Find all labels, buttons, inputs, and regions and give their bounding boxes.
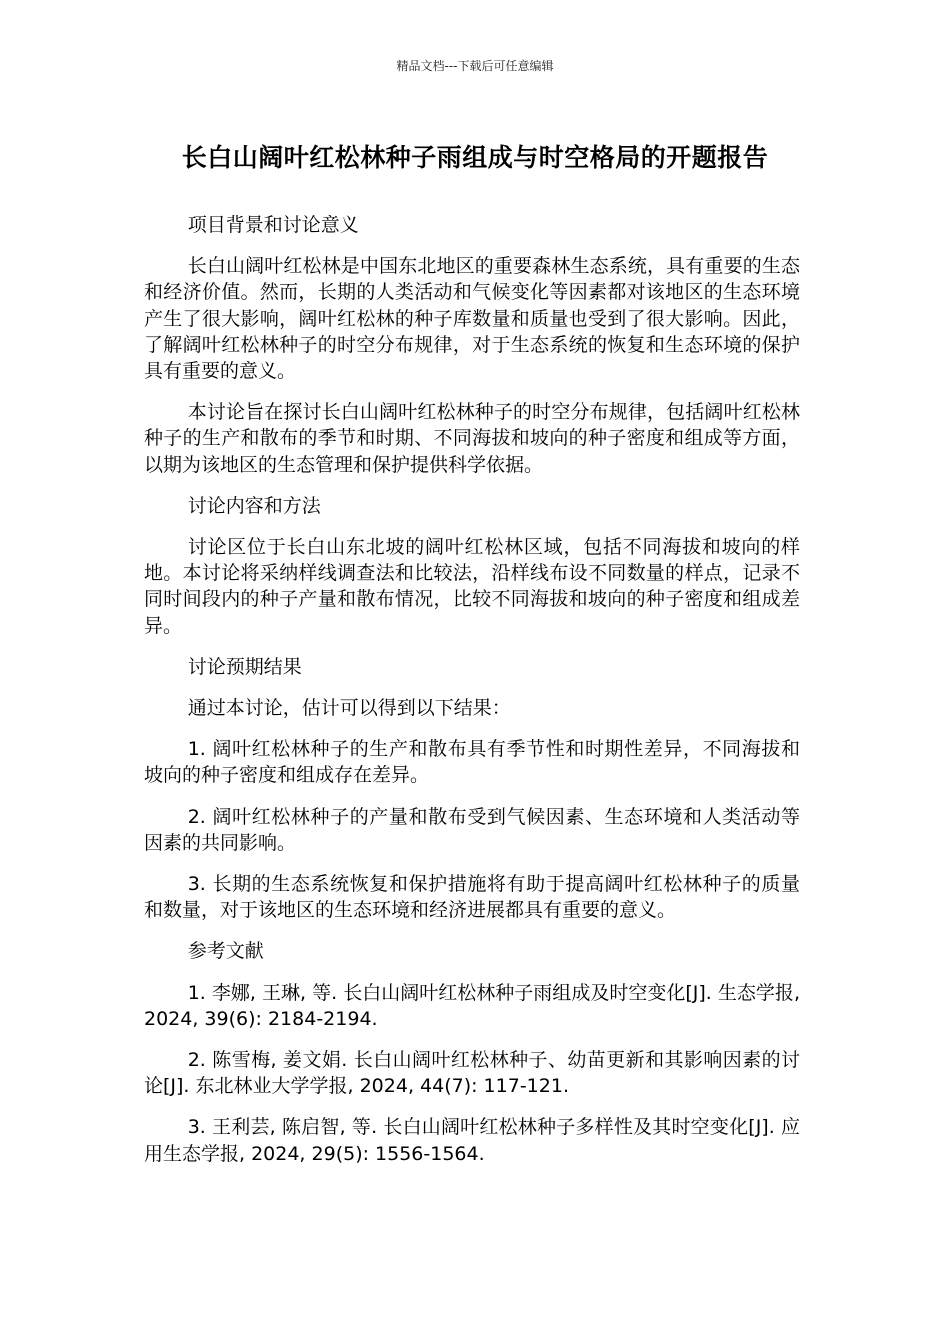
results-item-1: 1. 阔叶红松林种子的生产和散布具有季节性和时期性差异，不同海拔和坡向的种子密度和组成存在差异。	[144, 738, 800, 787]
reference-item-2: 2. 陈雪梅, 姜文娟. 长白山阔叶红松林种子、幼苗更新和其影响因素的讨论[J]. 东北林业大学学报, 2024, 44(7): 117-121.	[144, 1049, 800, 1098]
section-heading-results: 讨论预期结果	[187, 655, 302, 678]
document-body	[144, 212, 800, 1182]
results-item-3: 3. 长期的生态系统恢复和保护措施将有助于提高阔叶红松林种子的质量和数量，对于该地区的生态环境和经济进展都具有重要的意义。	[144, 873, 800, 922]
section-heading-methods: 讨论内容和方法	[187, 494, 321, 517]
section-heading-background: 项目背景和讨论意义	[187, 214, 359, 236]
document-title: 长白山阔叶红松林种子雨组成与时空格局的开题报告	[181, 143, 769, 172]
background-paragraph-1: 长白山阔叶红松林是中国东北地区的重要森林生态系统，具有重要的生态和经济价值。然而，长期的人类活动和气候变化等因素都对该地区的生态环境产生了很大影响，阔叶红松林的种子库数量和质量也受到了很大影响。因此，了解阔叶红松林种子的时空分布规律，对于生态系统的恢复和生态环境的保护具有重要的意义。	[144, 255, 800, 383]
reference-item-1: 1. 李娜, 王琳, 等. 长白山阔叶红松林种子雨组成及时空变化[J]. 生态学报, 2024, 39(6): 2184-2194.	[144, 981, 800, 1030]
results-intro: 通过本讨论，估计可以得到以下结果：	[187, 697, 511, 720]
results-item-2: 2. 阔叶红松林种子的产量和散布受到气候因素、生态环境和人类活动等因素的共同影响。	[144, 805, 800, 854]
methods-paragraph: 讨论区位于长白山东北坡的阔叶红松林区域，包括不同海拔和坡向的样地。本讨论将采纳样线调查法和比较法，沿样线布设不同数量的样点，记录不同时间段内的种子产量和散布情况，比较不同海拔和坡向的种子密度和组成差异。	[144, 536, 800, 637]
reference-item-3: 3. 王利芸, 陈启智, 等. 长白山阔叶红松林种子多样性及其时空变化[J]. 应用生态学报, 2024, 29(5): 1556-1564.	[144, 1116, 800, 1165]
page-header-note: 精品文档---下载后可任意编辑	[396, 59, 554, 73]
section-heading-references: 参考文献	[187, 940, 264, 963]
background-paragraph-2: 本讨论旨在探讨长白山阔叶红松林种子的时空分布规律，包括阔叶红松林种子的生产和散布的季节和时期、不同海拔和坡向的种子密度和组成等方面，以期为该地区的生态管理和保护提供科学依据。	[144, 401, 800, 476]
